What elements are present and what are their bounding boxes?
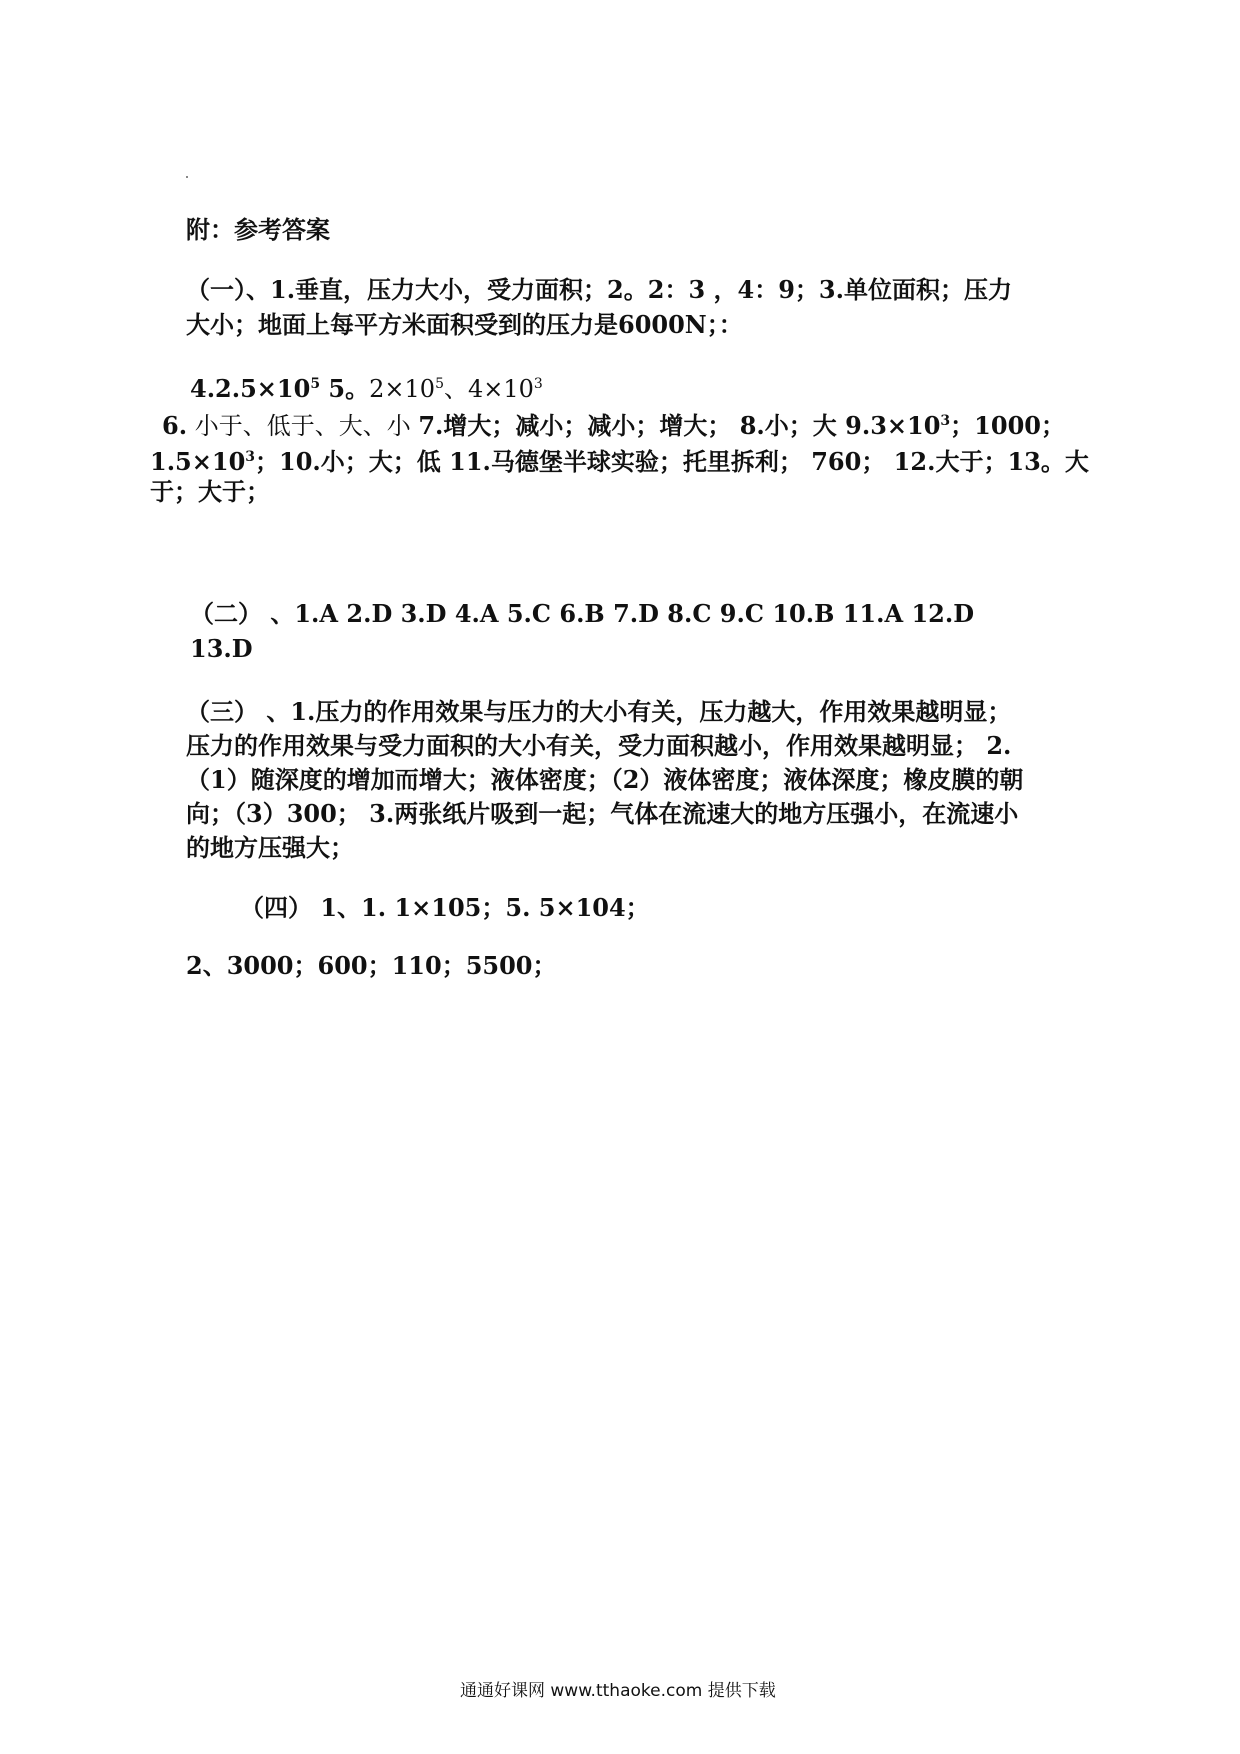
scan-speck <box>186 176 188 178</box>
section3-line5: 的地方压强大； <box>186 833 354 862</box>
answers-10-13: ；10.小；大；低 11.马德堡半球实验；托里拆利； 760； 12.大于；13。大 <box>255 447 1089 476</box>
answer-5-value1: 2×10 <box>369 375 436 403</box>
section1-line6: 于；大于； <box>150 477 270 506</box>
answer-9-cont: 1.5×10 <box>150 447 246 476</box>
page-heading: 附：参考答案 <box>186 215 330 244</box>
answer-4-exponent: 5 <box>310 376 321 392</box>
section1-line3 <box>190 368 543 405</box>
section1-line4 <box>162 405 1065 442</box>
section4-line1: （四） 1、1. 1×105；5. 5×104； <box>240 893 650 922</box>
answer-5-exponent2: 3 <box>533 376 543 392</box>
answer-9-tail: ；1000； <box>950 411 1065 440</box>
section3-line1: （三） 、1.压力的作用效果与压力的大小有关，压力越大，作用效果越明显； <box>186 697 1012 726</box>
section1-line1: （一）、1.垂直，压力大小，受力面积；2。2：3 ，4：9；3.单位面积；压力 <box>186 275 1012 304</box>
section2-line1: （二） 、1.A 2.D 3.D 4.A 5.C 6.B 7.D 8.C 9.C 10.B 11.A 12.D <box>190 599 975 628</box>
answer-9-cont-exponent: 3 <box>245 449 256 465</box>
answer-5-exponent1: 5 <box>435 376 444 392</box>
section1-line2: 大小；地面上每平方米面积受到的压力是6000N；： <box>186 310 743 339</box>
section1-line5 <box>150 441 1089 478</box>
answer-9-exponent: 3 <box>940 413 951 429</box>
answer-6-label: 6. <box>162 411 188 440</box>
section3-line4: 向；（3）300； 3.两张纸片吸到一起；气体在流速大的地方压强小，在流速小 <box>186 799 1019 828</box>
answer-6-text: 小于、低于、大、小 <box>187 412 419 440</box>
section2-line2: 13.D <box>190 634 253 663</box>
answer-4: 4.2.5×10 <box>190 374 311 403</box>
section4-line2: 2、3000；600；110；5500； <box>186 951 557 980</box>
section3-line2: 压力的作用效果与受力面积的大小有关，受力面积越小，作用效果越明显； 2. <box>186 731 1012 760</box>
section3-line3: （1）随深度的增加而增大；液体密度；（2）液体密度；液体深度；橡皮膜的朝 <box>186 765 1024 794</box>
answer-5-label: 5。 <box>320 374 370 403</box>
answers-7-9: 7.增大；减小；减小；增大； 8.小；大 9.3×10 <box>418 411 941 440</box>
footer-credit: 通通好课网 www.tthaoke.com 提供下载 <box>460 1681 776 1701</box>
answer-5-value2: 、4×10 <box>443 375 534 403</box>
